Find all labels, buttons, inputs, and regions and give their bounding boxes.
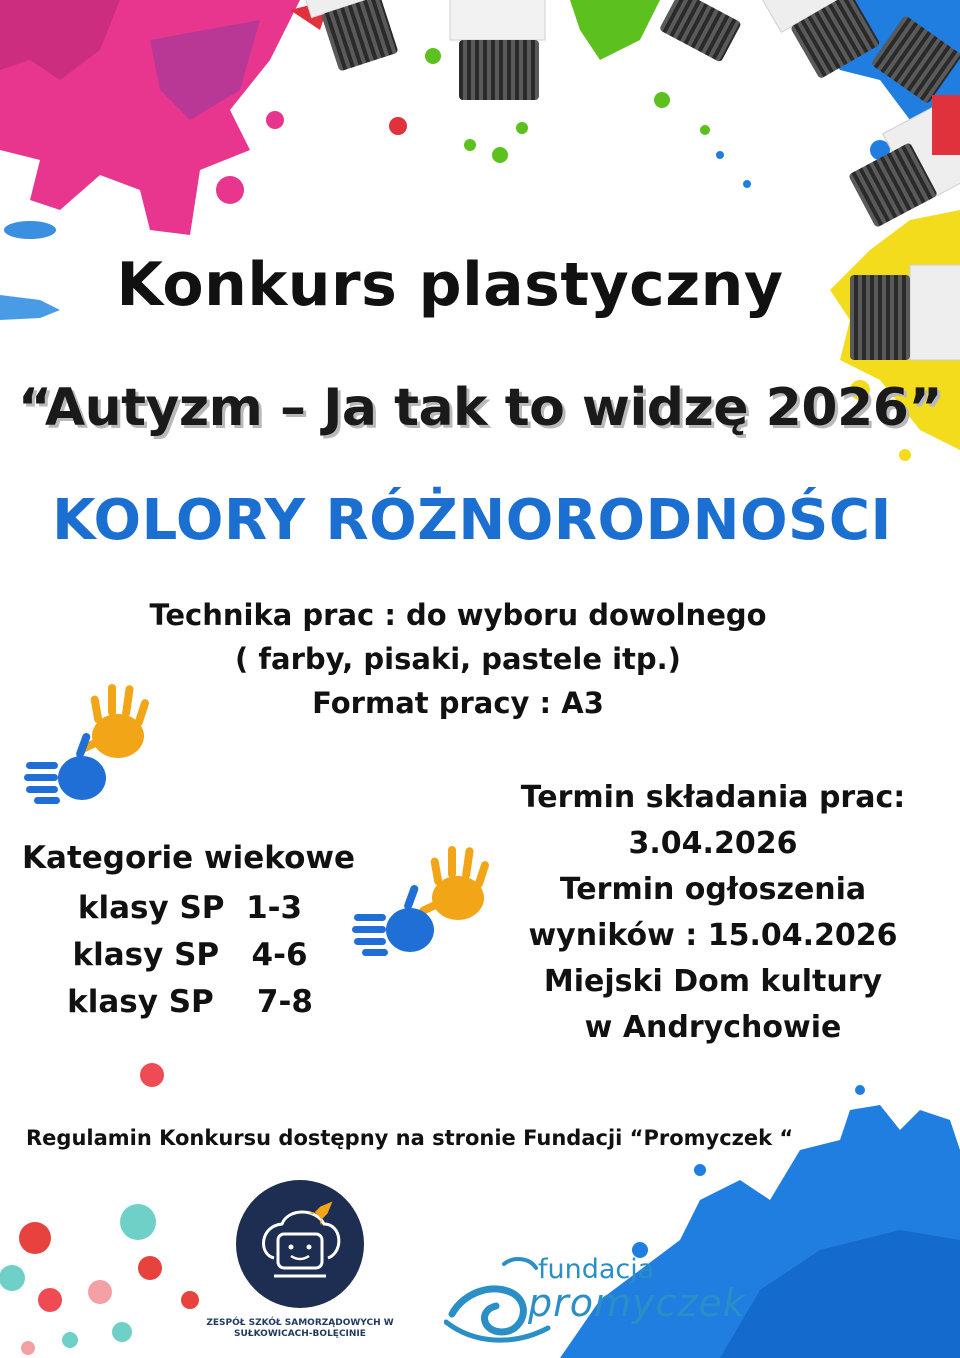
confetti-dots [0,1204,199,1355]
foundation-word: fundacja [538,1254,655,1285]
age-category-item: klasy SP 7-8 [67,984,313,1020]
blue-paint-drop [4,221,56,239]
age-category-item: klasy SP 4-6 [72,937,308,973]
rules-note: Regulamin Konkursu dostępny na stronie Fundacji “Promyczek “ [26,1126,794,1150]
submission-deadline-label: Termin składania prac: [520,780,906,815]
venue-city: w Andrychowie [584,1010,842,1045]
page-title: Konkurs plastyczny [116,250,784,320]
contest-theme: KOLORY RÓŻNORODNOŚCI [52,488,892,553]
school-logo-caption: ZESPÓŁ SZKÓŁ SAMORZĄDOWYCH W SUŁKOWICACH-BOLĘCINIE [206,1318,394,1339]
technique-line: ( farby, pisaki, pastele itp.) [235,642,681,676]
technique-line: Technika prac : do wyboru dowolnego [149,598,767,632]
results-announcement-date: wyników : 15.04.2026 [528,918,898,953]
red-paint-dot [140,1063,164,1087]
results-announcement-label: Termin ogłoszenia [559,872,867,907]
submission-deadline-date: 3.04.2026 [628,826,798,861]
venue-name: Miejski Dom kultury [543,964,883,999]
foundation-name: promyczek [528,1281,746,1325]
school-logo [236,1180,364,1308]
format-line: Format pracy : A3 [312,686,604,720]
pink-paint-splash-icon [0,0,300,235]
contest-subtitle: “Autyzm – Ja tak to widzę 2026” [17,378,943,438]
age-category-item: klasy SP 1-3 [77,890,303,926]
age-categories-heading: Kategorie wiekowe [22,840,356,876]
